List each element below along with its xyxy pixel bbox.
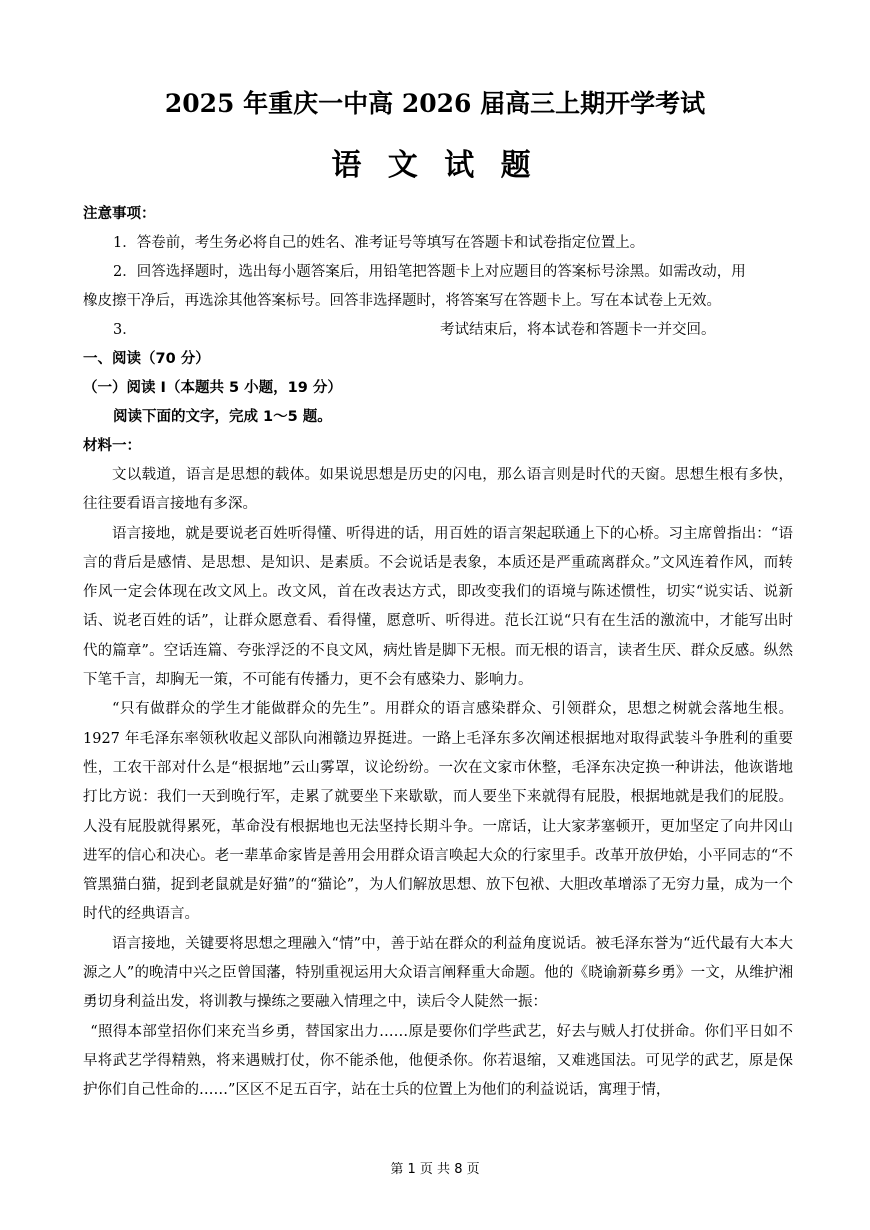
section-sub-heading: （一）阅读 Ⅰ（本题共 5 小题，19 分）	[83, 380, 342, 396]
paragraph-4: 语言接地，关键要将思想之理融入“情”中，善于站在群众的利益角度说话。被毛泽东誉为“近代最有大本大源之人”的晚清中兴之臣曾国藩，特别重视运用大众语言阐释重大命题。他的《晓谕新募乡勇》一文，从维护湘勇切身利益出发，将训教与操练之要融入情理之中，读后令人陡然一振：	[83, 935, 793, 1011]
page-body	[83, 200, 793, 1106]
material-label: 材料一：	[83, 438, 141, 454]
section-heading: 一、阅读（70 分）	[83, 351, 210, 367]
notice-item-2-line-1: 2．回答选择题时，选出每小题答案后，用铅笔把答题卡上对应题目的答案标号涂黑。如需改动，用	[113, 264, 746, 280]
notice-item-3	[83, 316, 793, 345]
paragraph-5-quote: “照得本部堂招你们来充当乡勇，替国家出力……原是要你们学些武艺，好去与贼人打仗拼命。你们平日如不早将武艺学得精熟，将来遇贼打仗，你不能杀他，他便杀你。你若退缩，又难逃国法。可见学的武艺，原是保护你们自己性命的……”区区不足五百字，站在士兵的位置上为他们的利益说话，寓理于情，	[83, 1023, 793, 1099]
notice-item-2-line-2: 橡皮擦干净后，再选涂其他答案标号。回答非选择题时，将答案写在答题卡上。写在本试卷上无效。	[83, 293, 721, 309]
paragraph-2: 语言接地，就是要说老百姓听得懂、听得进的话，用百姓的语言架起联通上下的心桥。习主席曾指出：“语言的背后是感情、是思想、是知识、是素质。不会说话是表象，本质还是严重疏离群众。”文风连着作风，而转作风一定会体现在改文风上。改文风，首在改表达方式，即改变我们的语境与陈述惯性，切实“说实话、说新话、说老百姓的话”，让群众愿意看、看得懂，愿意听、听得进。范长江说“只有在生活的激流中，才能写出时代的篇章”。空话连篇、夸张浮泛的不良文风，病灶皆是脚下无根。而无根的语言，读者生厌、群众反感。纵然下笔千言，却胸无一策，不可能有传播力，更不会有感染力、影响力。	[83, 525, 793, 689]
notice-item-3-blank	[143, 316, 440, 345]
paragraph-3: “只有做群众的学生才能做群众的先生”。用群众的语言感染群众、引领群众，思想之树就会落地生根。1927 年毛泽东率领秋收起义部队向湘赣边界挺进。一路上毛泽东多次阐述根据地对取得武装斗争胜利的重要性，工农干部对什么是“根据地”云山雾罩，议论纷纷。一次在文家市休整，毛泽东决定换一种讲法，他诙谐地打比方说：我们一天到晚行军，走累了就要坐下来歇歇，而人要坐下来就得有屁股，根据地就是我们的屁股。人没有屁股就得累死，革命没有根据地也无法坚持长期斗争。一席话，让大家茅塞顿开，更加坚定了向井冈山进军的信心和决心。老一辈革命家皆是善用会用群众语言唤起大众的行家里手。改革开放伊始，小平同志的“不管黑猫白猫，捉到老鼠就是好猫”的“猫论”，为人们解放思想、放下包袱、大胆改革增添了无穷力量，成为一个时代的经典语言。	[83, 701, 793, 923]
reading-instruction: 阅读下面的文字，完成 1～5 题。	[113, 409, 332, 425]
notice-heading: 注意事项：	[83, 206, 156, 222]
page-number: 第 1 页 共 8 页	[390, 1162, 480, 1177]
notice-item-1: 1．答卷前，考生务必将自己的姓名、准考证号等填写在答题卡和试卷指定位置上。	[113, 235, 645, 251]
exam-title: 2025 年重庆一中高 2026 届高三上期开学考试	[164, 89, 706, 118]
notice-item-3-text: 考试结束后，将本试卷和答题卡一并交回。	[440, 322, 716, 338]
paragraph-1: 文以载道，语言是思想的载体。如果说思想是历史的闪电，那么语言则是时代的天窗。思想生根有多快，往往要看语言接地有多深。	[83, 467, 793, 513]
notice-item-3-number: 3．	[113, 322, 137, 338]
exam-subject-title: 语 文 试 题	[331, 148, 539, 183]
